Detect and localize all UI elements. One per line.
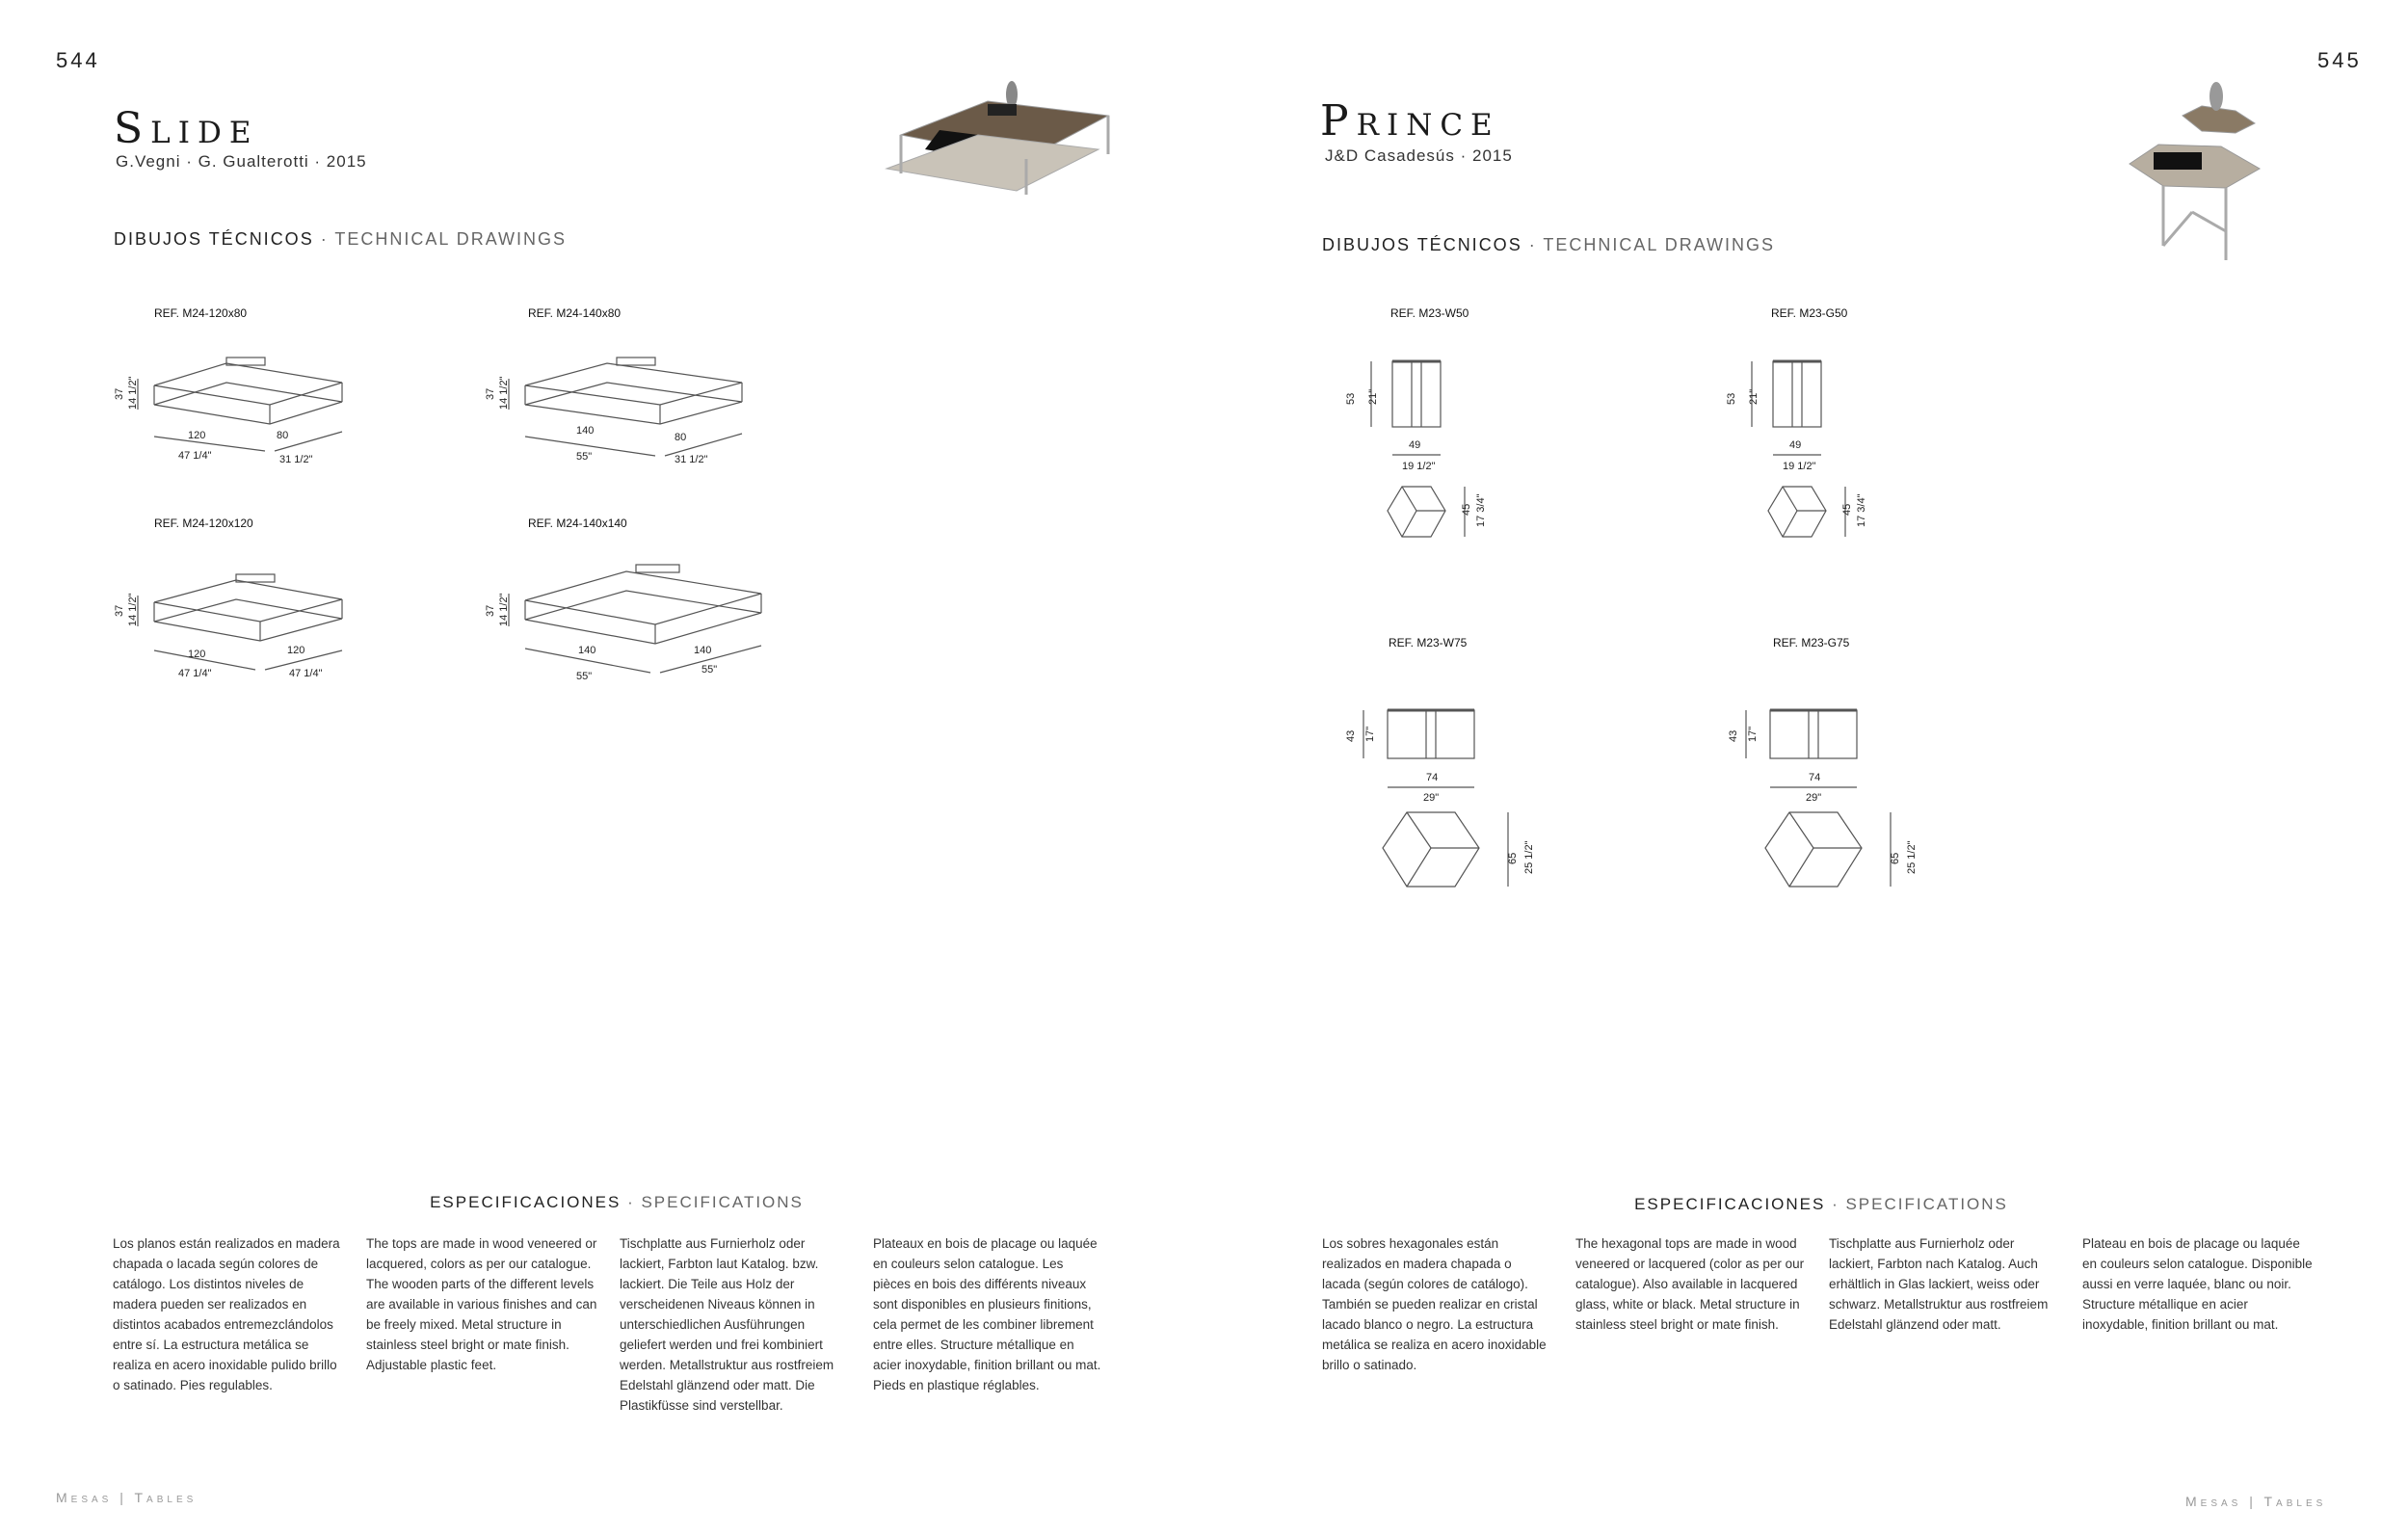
dim-b-cm: 80 (675, 432, 687, 443)
spec-col-en-left: The tops are made in wood veneered or lacquered, colors as per our catalogue. The wooden parts of the different levels are available in various finishes and can be freely mixed. Metal structure in stainless steel bright or mate finish. Adjustable plastic feet. (366, 1236, 597, 1372)
spec-col-de-right: Tischplatte aus Furnierholz oder lackiert, Farbton nach Katalog. Auch erhältlich in Glas lackiert, weiss oder schwarz. Metallstruktur aus rostfreiem Edelstahl glänzend oder matt. (1829, 1236, 2049, 1332)
ref-label: REF. M24-140x80 (528, 306, 622, 320)
dim-d-in: 17 3/4" (1475, 493, 1487, 527)
dim-w-cm: 74 (1426, 772, 1439, 783)
section-en: · TECHNICAL DRAWINGS (1522, 235, 1776, 254)
spec-col-en-right: The hexagonal tops are made in wood veneered or lacquered (color as per our catalogue). Also available in lacquered glass, white or black. Metal structure in stainless steel bright or mate finish. (1575, 1236, 1805, 1332)
ref-label: REF. M24-140x140 (528, 517, 627, 530)
slide-drawing-1-svg (111, 352, 352, 472)
spec-es: ESPECIFICACIONES (430, 1193, 622, 1211)
section-es: DIBUJOS TÉCNICOS (1322, 235, 1522, 254)
dim-d-in: 17 3/4" (1856, 493, 1867, 527)
dim-w-cm: 74 (1809, 772, 1821, 783)
dim-h-cm: 37 (114, 387, 125, 400)
product-photo-slide (882, 77, 1113, 198)
dim-h-cm: 37 (114, 604, 125, 617)
dim-d-cm: 45 (1461, 503, 1472, 516)
dim-d-in: 25 1/2" (1906, 840, 1918, 874)
dim-h-in: 21" (1367, 388, 1379, 405)
dim-a-cm: 120 (188, 430, 206, 441)
spec-es: ESPECIFICACIONES (1634, 1195, 1826, 1213)
prince-drawing-3-svg (1335, 699, 1556, 906)
dim-b-cm: 140 (694, 645, 712, 656)
spec-heading-left (414, 1193, 819, 1212)
dim-b-cm: 120 (287, 645, 305, 656)
prince-drawing-1-svg (1335, 352, 1527, 554)
page-number-left: 544 (56, 48, 100, 72)
dim-d-in: 25 1/2" (1523, 840, 1535, 874)
dim-b-cm: 80 (277, 430, 289, 441)
dim-a-in: 47 1/4" (178, 668, 212, 679)
designers-prince: J&D Casadesús · 2015 (1325, 146, 1513, 165)
dim-w-cm: 49 (1789, 439, 1802, 451)
dim-a-cm: 140 (578, 645, 596, 656)
dim-d-cm: 65 (1890, 852, 1901, 864)
dim-w-in: 29" (1423, 792, 1440, 804)
spec-en: · SPECIFICATIONS (621, 1193, 804, 1211)
dim-a-cm: 140 (576, 425, 595, 437)
prince-ref-3: REF. M23-W75 (1389, 636, 1468, 649)
slide-drawing-4-svg (482, 557, 771, 687)
designers-slide: G.Vegni · G. Gualterotti · 2015 (116, 152, 367, 171)
dim-h-cm: 37 (485, 387, 496, 400)
dim-a-cm: 120 (188, 649, 206, 660)
slide-drawing-3-svg (111, 569, 352, 689)
prince-drawing-2-svg (1715, 352, 1908, 554)
dim-a-in: 47 1/4" (178, 450, 212, 462)
prince-ref-1: REF. M23-W50 (1390, 306, 1469, 320)
slide-drawing-1 (154, 306, 247, 320)
section-technical-drawings-left (114, 229, 567, 250)
spec-en: · SPECIFICATIONS (1825, 1195, 2008, 1213)
spec-col-es-left: Los planos están realizados en madera chapada o lacada según colores de catálogo. Los distintos niveles de madera pueden ser realizados en distintos acabados entremezclándolos entre sí. La estructura metálica se realiza en acero inoxidable pulido brillo o satinado. Pies regulables. (113, 1236, 340, 1392)
dim-a-in: 55" (576, 451, 593, 463)
dim-a-in: 55" (576, 671, 593, 682)
dim-h-in: 14 1/2" (127, 376, 139, 410)
dim-b-in: 55" (701, 664, 718, 676)
footer-left: Mesas | Tables (56, 1490, 198, 1505)
dim-h-in: 14 1/2" (498, 593, 510, 626)
dim-h-in: 14 1/2" (127, 593, 139, 626)
spec-col-de-left: Tischplatte aus Furnierholz oder lackiert, Farbton laut Katalog. bzw. lackiert. Die Teile aus Holz der verscheidenen Niveaus können in unterschiedlichen Ausführungen geliefert werden und frei kombiniert werden. Metallstruktur aus rostfreiem Edelstahl glänzend oder matt. Die Plastikfüsse sind verstellbar. (620, 1236, 834, 1413)
spec-col-es-right: Los sobres hexagonales están realizados en madera chapada o lacada (según colores de catálogo). También se pueden realizar en cristal lacado blanco o negro. La estructura metálica se realiza en acero inoxidable brillo o satinado. (1322, 1236, 1547, 1372)
dim-h-cm: 37 (485, 604, 496, 617)
slide-drawing-2-svg (482, 352, 752, 472)
prince-ref-2: REF. M23-G50 (1771, 306, 1848, 320)
dim-b-in: 31 1/2" (279, 454, 313, 465)
section-en: · TECHNICAL DRAWINGS (313, 229, 568, 249)
dim-d-cm: 65 (1507, 852, 1519, 864)
dim-d-cm: 45 (1841, 503, 1853, 516)
slide-drawing-4 (528, 517, 627, 530)
spec-col-fr-right: Plateau en bois de placage ou laquée en couleurs selon catalogue. Disponible aussi en verre laquée, blanc ou noir. Structure métallique en acier inoxydable, finition brillant ou mat. (2082, 1236, 2313, 1332)
slide-drawing-2 (528, 306, 621, 320)
dim-b-in: 31 1/2" (675, 454, 708, 465)
dim-h-in: 21" (1748, 388, 1760, 405)
prince-ref-4: REF. M23-G75 (1773, 636, 1850, 649)
dim-w-in: 19 1/2" (1402, 461, 1436, 472)
product-photo-prince (2120, 67, 2264, 265)
dim-h-cm: 43 (1345, 729, 1357, 742)
product-title-prince: Prince (1320, 96, 1500, 146)
section-es: DIBUJOS TÉCNICOS (114, 229, 314, 249)
dim-h-in: 17" (1364, 726, 1376, 742)
dim-w-in: 29" (1806, 792, 1822, 804)
spec-heading-right (1619, 1195, 2024, 1214)
dim-w-cm: 49 (1409, 439, 1421, 451)
prince-drawing-4-svg (1717, 699, 1939, 906)
dim-b-in: 47 1/4" (289, 668, 323, 679)
page-number-right: 545 (2317, 48, 2362, 72)
ref-label: REF. M24-120x80 (154, 306, 248, 320)
dim-h-in: 14 1/2" (498, 376, 510, 410)
dim-h-cm: 43 (1728, 729, 1739, 742)
section-technical-drawings-right (1322, 235, 1775, 255)
spec-col-fr-left: Plateaux en bois de placage ou laquée en couleurs selon catalogue. Les pièces en bois des différents niveaux sont disponibles en plusieurs finitions, cela permet de les combiner librement entre elles. Structure métallique en acier inoxydable, finition brillant ou mat. Pieds en plastique réglables. (873, 1236, 1101, 1392)
dim-w-in: 19 1/2" (1783, 461, 1816, 472)
dim-h-cm: 53 (1726, 392, 1737, 405)
product-title-slide: Slide (114, 104, 259, 153)
dim-h-in: 17" (1747, 726, 1759, 742)
slide-drawing-3 (154, 517, 253, 530)
ref-label: REF. M24-120x120 (154, 517, 253, 530)
dim-h-cm: 53 (1345, 392, 1357, 405)
footer-right: Mesas | Tables (2185, 1494, 2327, 1509)
